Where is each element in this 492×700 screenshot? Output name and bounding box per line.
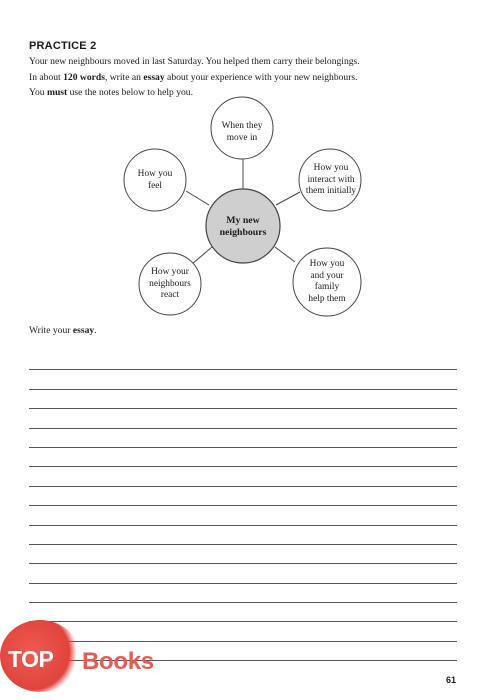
logo-circle: TOP <box>0 620 80 692</box>
writing-line[interactable] <box>29 487 457 506</box>
essay-emphasis: essay <box>143 72 165 83</box>
logo-books-text: Books <box>82 648 154 675</box>
writing-line[interactable] <box>29 429 457 448</box>
writing-line[interactable] <box>29 506 457 525</box>
must-emphasis: must <box>46 87 68 98</box>
instruction-line-3: You must use the notes below to help you. <box>29 87 193 98</box>
instruction-line-1: Your new neighbours moved in last Saturday. You helped them carry their belongings. <box>29 56 360 67</box>
instruction-line-2: In about 120 words, write an essay about your experience with your new neighbours. <box>29 72 358 83</box>
node-upper-left-text: How you feel <box>137 169 173 191</box>
writing-line[interactable] <box>29 390 457 409</box>
writing-line[interactable] <box>29 584 457 603</box>
writing-line[interactable] <box>29 564 457 583</box>
node-center-text: My new neighbours <box>219 215 267 238</box>
writing-line[interactable] <box>29 467 457 486</box>
node-lower-left-text: How your neighbours react <box>149 267 191 300</box>
writing-line[interactable] <box>29 545 457 564</box>
writing-lines[interactable] <box>29 351 457 661</box>
node-upper-right-text: How you interact with them initially <box>305 163 357 196</box>
word-count-emphasis: 120 words <box>63 72 105 83</box>
topbooks-logo <box>0 620 190 700</box>
writing-line[interactable] <box>29 409 457 428</box>
node-top-text: When they move in <box>221 121 263 143</box>
node-lower-right-text: How you and your family help them <box>308 259 346 304</box>
mind-map <box>0 0 492 330</box>
writing-line[interactable] <box>29 526 457 545</box>
write-prompt: Write your essay. <box>29 325 97 336</box>
practice-heading: PRACTICE 2 <box>29 40 97 52</box>
writing-line[interactable] <box>29 351 457 370</box>
page-number: 61 <box>446 675 457 685</box>
writing-line[interactable] <box>29 448 457 467</box>
writing-line[interactable] <box>29 370 457 389</box>
